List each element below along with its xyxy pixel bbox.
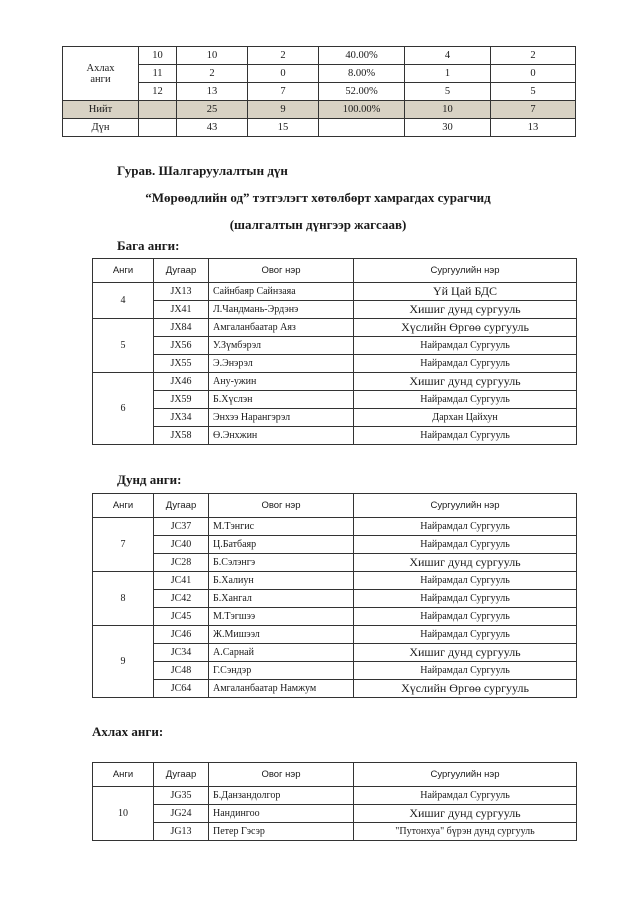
- section-heading: Гурав. Шалгаруулалтын дүн: [117, 163, 288, 178]
- grade-cell: 9: [93, 626, 154, 698]
- name-cell: Б.Халиун: [209, 572, 354, 590]
- name-cell: Г.Сэндэр: [209, 662, 354, 680]
- header-school: Сургуулийн нэр: [354, 763, 577, 787]
- name-cell: У.Зүмбэрэл: [209, 337, 354, 355]
- table-row: [93, 787, 577, 805]
- summary-table: [62, 46, 576, 137]
- ahlah-label: Ахлах анги:: [92, 724, 164, 739]
- table-row: [93, 680, 577, 698]
- summary-cell: 2: [491, 47, 576, 65]
- summary-cell: 10: [139, 47, 177, 65]
- name-cell: Амгаланбаатар Намжум: [209, 680, 354, 698]
- table-row: [93, 319, 577, 337]
- grade-cell: 5: [93, 319, 154, 373]
- grade-cell: 4: [93, 283, 154, 319]
- name-cell: Б.Хүслэн: [209, 391, 354, 409]
- header-school: Сургуулийн нэр: [354, 259, 577, 283]
- code-cell: JG24: [154, 805, 209, 823]
- school-cell: Хишиг дунд сургууль: [354, 301, 577, 319]
- school-cell: Хишиг дунд сургууль: [354, 805, 577, 823]
- header-grade: Анги: [93, 763, 154, 787]
- school-cell: Хүслийн Өргөө сургууль: [354, 319, 577, 337]
- name-cell: Л.Чандмань-Эрдэнэ: [209, 301, 354, 319]
- summary-cell: 25: [177, 101, 248, 119]
- code-cell: JX84: [154, 319, 209, 337]
- school-cell: Найрамдал Сургууль: [354, 626, 577, 644]
- summary-row: [63, 47, 576, 65]
- code-cell: JC28: [154, 554, 209, 572]
- code-cell: JC46: [154, 626, 209, 644]
- school-cell: Найрамдал Сургууль: [354, 608, 577, 626]
- summary-cell: 5: [491, 83, 576, 101]
- school-cell: Найрамдал Сургууль: [354, 536, 577, 554]
- summary-sum-label: Дүн: [63, 119, 139, 137]
- table-row: [93, 536, 577, 554]
- name-cell: Ж.Мишээл: [209, 626, 354, 644]
- table-row: [93, 572, 577, 590]
- summary-cell: 7: [248, 83, 319, 101]
- header-name: Овог нэр: [209, 494, 354, 518]
- summary-cell: 2: [248, 47, 319, 65]
- code-cell: JC40: [154, 536, 209, 554]
- table-row: [93, 554, 577, 572]
- grade-cell: 10: [93, 787, 154, 841]
- summary-total-label: Нийт: [63, 101, 139, 119]
- summary-cell: [139, 119, 177, 137]
- school-cell: Найрамдал Сургууль: [354, 572, 577, 590]
- table-row: [93, 518, 577, 536]
- grade-cell: 7: [93, 518, 154, 572]
- summary-cell: 15: [248, 119, 319, 137]
- header-row: [93, 763, 577, 787]
- header-grade: Анги: [93, 259, 154, 283]
- summary-cell: 12: [139, 83, 177, 101]
- header-row: [93, 259, 577, 283]
- school-cell: Дархан Цайхун: [354, 409, 577, 427]
- school-cell: Хишиг дунд сургууль: [354, 373, 577, 391]
- school-cell: Найрамдал Сургууль: [354, 787, 577, 805]
- code-cell: JC64: [154, 680, 209, 698]
- summary-cell: 100.00%: [319, 101, 405, 119]
- name-cell: Ану-ужин: [209, 373, 354, 391]
- summary-cell: 4: [405, 47, 491, 65]
- table-row: [93, 283, 577, 301]
- table-row: [93, 355, 577, 373]
- dund-table: [92, 493, 577, 698]
- school-cell: Найрамдал Сургууль: [354, 662, 577, 680]
- summary-total-row: [63, 101, 576, 119]
- code-cell: JG35: [154, 787, 209, 805]
- school-cell: Найрамдал Сургууль: [354, 355, 577, 373]
- summary-group-word: анги: [90, 73, 111, 85]
- code-cell: JX46: [154, 373, 209, 391]
- code-cell: JC37: [154, 518, 209, 536]
- grade-cell: 8: [93, 572, 154, 626]
- school-cell: Найрамдал Сургууль: [354, 518, 577, 536]
- code-cell: JX55: [154, 355, 209, 373]
- baga-label: Бага анги:: [117, 238, 180, 253]
- name-cell: Амгаланбаатар Аяз: [209, 319, 354, 337]
- code-cell: JX34: [154, 409, 209, 427]
- header-school: Сургуулийн нэр: [354, 494, 577, 518]
- school-cell: Найрамдал Сургууль: [354, 427, 577, 445]
- summary-cell: 30: [405, 119, 491, 137]
- table-row: [93, 644, 577, 662]
- code-cell: JX13: [154, 283, 209, 301]
- name-cell: Э.Энэрэл: [209, 355, 354, 373]
- summary-cell: 5: [405, 83, 491, 101]
- code-cell: JX59: [154, 391, 209, 409]
- header-grade: Анги: [93, 494, 154, 518]
- code-cell: JG13: [154, 823, 209, 841]
- summary-cell: 7: [491, 101, 576, 119]
- summary-cell: 10: [405, 101, 491, 119]
- name-cell: Ц.Батбаяр: [209, 536, 354, 554]
- header-code: Дугаар: [154, 494, 209, 518]
- summary-cell: 8.00%: [319, 65, 405, 83]
- table-row: [93, 409, 577, 427]
- table-row: [93, 590, 577, 608]
- school-cell: Найрамдал Сургууль: [354, 391, 577, 409]
- school-cell: Үй Цай БДС: [354, 283, 577, 301]
- header-name: Овог нэр: [209, 763, 354, 787]
- header-row: [93, 494, 577, 518]
- summary-cell: 11: [139, 65, 177, 83]
- summary-cell: 9: [248, 101, 319, 119]
- summary-cell: 40.00%: [319, 47, 405, 65]
- header-code: Дугаар: [154, 259, 209, 283]
- subtitle-line-1: “Мөрөөдлийн од” тэтгэлэгт хөтөлбөрт хамрагдах сурагчид: [145, 190, 491, 205]
- table-row: [93, 823, 577, 841]
- code-cell: JC34: [154, 644, 209, 662]
- table-row: [93, 427, 577, 445]
- table-row: [93, 301, 577, 319]
- summary-sum-row: [63, 119, 576, 137]
- subtitle-line-2: (шалгалтын дүнгээр жагсаав): [229, 217, 407, 232]
- summary-cell: 10: [177, 47, 248, 65]
- table-row: [93, 373, 577, 391]
- table-row: [93, 608, 577, 626]
- summary-group-word: Ахлах: [86, 62, 115, 74]
- school-cell: Хишиг дунд сургууль: [354, 554, 577, 572]
- summary-cell: 43: [177, 119, 248, 137]
- summary-cell: 2: [177, 65, 248, 83]
- school-cell: Хүслийн Өргөө сургууль: [354, 680, 577, 698]
- summary-cell: 13: [491, 119, 576, 137]
- summary-cell: 0: [248, 65, 319, 83]
- grade-cell: 6: [93, 373, 154, 445]
- table-row: [93, 337, 577, 355]
- dund-label: Дунд анги:: [117, 472, 182, 487]
- summary-cell: 13: [177, 83, 248, 101]
- name-cell: М.Тэнгис: [209, 518, 354, 536]
- name-cell: Петер Гэсэр: [209, 823, 354, 841]
- code-cell: JC48: [154, 662, 209, 680]
- baga-table: [92, 258, 577, 445]
- summary-cell: [139, 101, 177, 119]
- ahlah-table: [92, 762, 577, 841]
- summary-cell: 52.00%: [319, 83, 405, 101]
- code-cell: JX56: [154, 337, 209, 355]
- code-cell: JC45: [154, 608, 209, 626]
- name-cell: А.Сарнай: [209, 644, 354, 662]
- name-cell: Ө.Энхжин: [209, 427, 354, 445]
- table-row: [93, 391, 577, 409]
- name-cell: М.Тэгшээ: [209, 608, 354, 626]
- name-cell: Б.Данзандолгор: [209, 787, 354, 805]
- name-cell: Энхээ Нарангэрэл: [209, 409, 354, 427]
- summary-group-label: [63, 47, 139, 101]
- summary-row: [63, 83, 576, 101]
- name-cell: Сайнбаяр Сайнзаяа: [209, 283, 354, 301]
- table-row: [93, 662, 577, 680]
- code-cell: JX58: [154, 427, 209, 445]
- school-cell: "Путонхуа" бүрэн дунд сургууль: [354, 823, 577, 841]
- summary-row: [63, 65, 576, 83]
- code-cell: JC41: [154, 572, 209, 590]
- header-code: Дугаар: [154, 763, 209, 787]
- summary-cell: 0: [491, 65, 576, 83]
- summary-cell: 1: [405, 65, 491, 83]
- code-cell: JC42: [154, 590, 209, 608]
- header-name: Овог нэр: [209, 259, 354, 283]
- table-row: [93, 805, 577, 823]
- name-cell: Б.Хангал: [209, 590, 354, 608]
- school-cell: Найрамдал Сургууль: [354, 337, 577, 355]
- table-row: [93, 626, 577, 644]
- name-cell: Нандингоо: [209, 805, 354, 823]
- summary-cell: [319, 119, 405, 137]
- name-cell: Б.Сэлэнгэ: [209, 554, 354, 572]
- school-cell: Хишиг дунд сургууль: [354, 644, 577, 662]
- school-cell: Найрамдал Сургууль: [354, 590, 577, 608]
- code-cell: JX41: [154, 301, 209, 319]
